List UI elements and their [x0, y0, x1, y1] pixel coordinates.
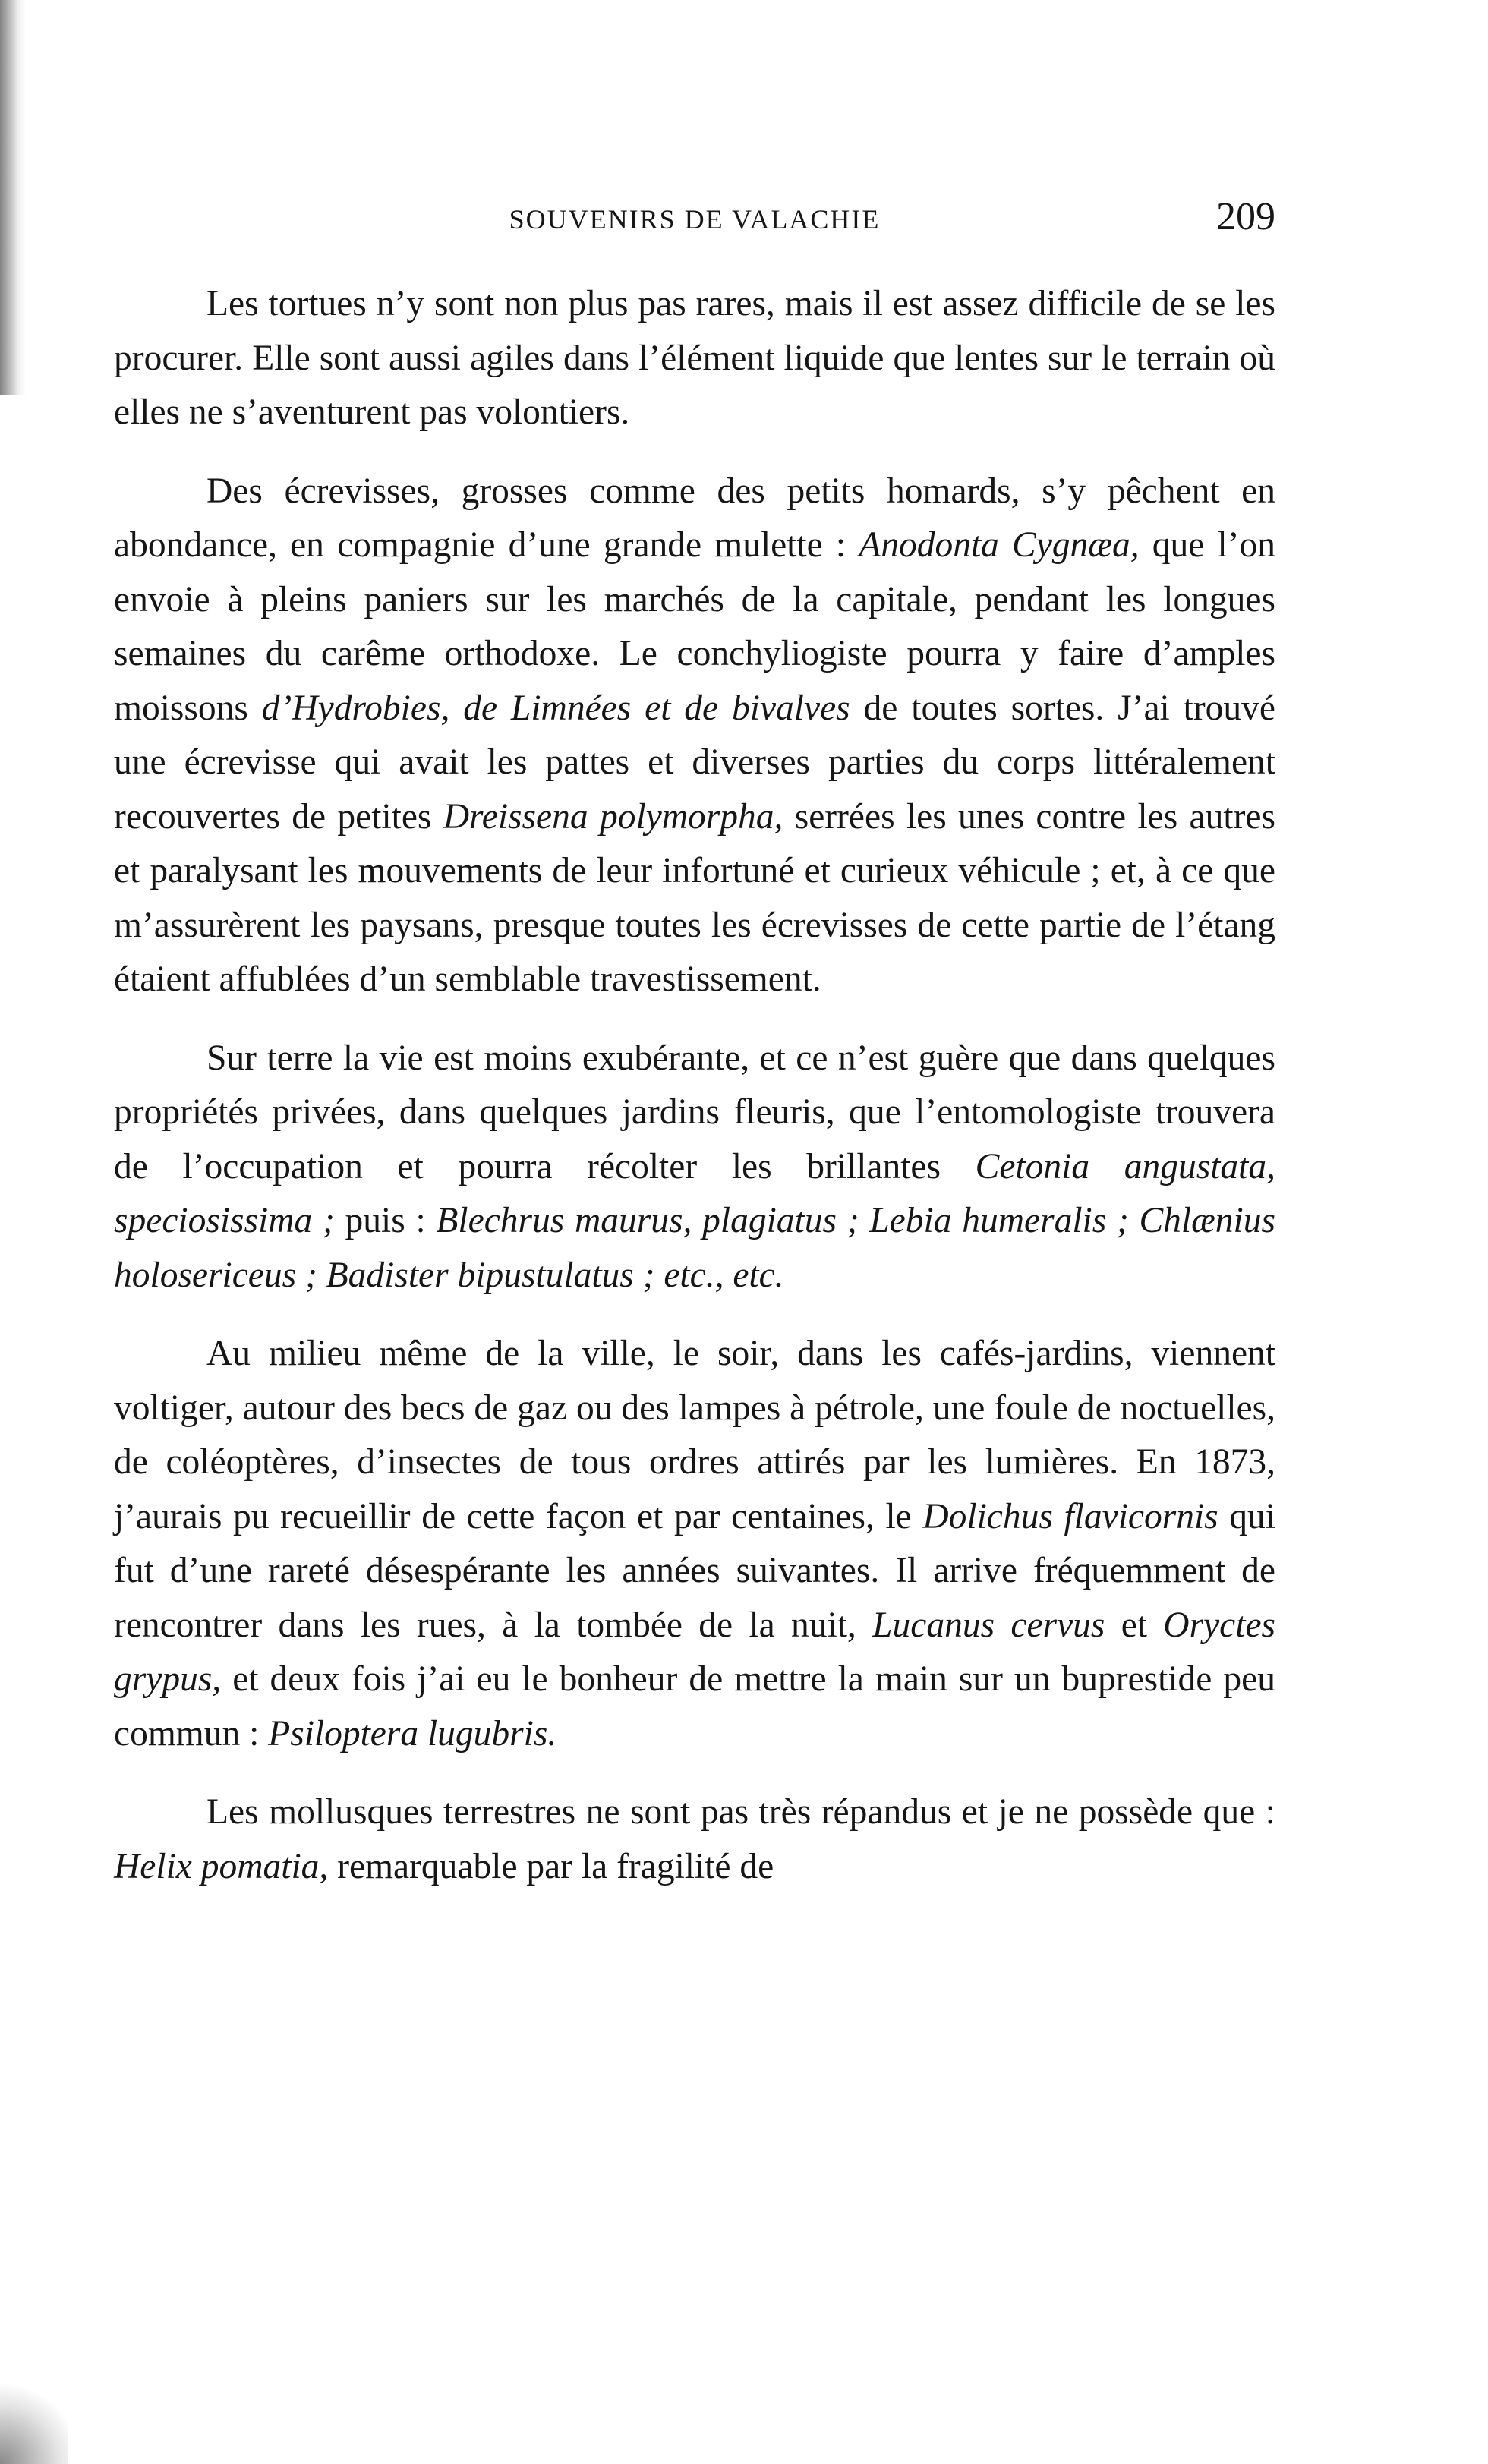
body-text: [114, 277, 1275, 1918]
text-run: remarquable par la fragilité de: [328, 1846, 774, 1886]
text-run: Sur terre la vie est moins exubérante, et ce n’est guère que dans quelques propriétés privées, dans quelques jardins fleuris, que l’entomologiste trouvera de l’occupation et pourra récolter les brillantes: [114, 1038, 1275, 1186]
paragraph-tortues: [114, 277, 1275, 440]
text-run: Les tortues n’y sont non plus pas rares, mais il est assez difficile de se les procurer. Elle sont aussi agiles dans l’élément liquide que lentes sur le terrain où elles ne s’aventurent pas volontiers.: [114, 284, 1275, 432]
page-number: 209: [1216, 195, 1275, 238]
italic-text-run: Dreissena polymorpha,: [443, 796, 783, 837]
scan-edge-shadow-bottom: [0, 2381, 68, 2464]
text-run: qui fut d’une rareté désespérante les années suivantes. Il arrive fréquemment de rencontrer dans les rues, à la tombée de la nuit,: [114, 1496, 1275, 1645]
text-run: puis :: [334, 1201, 437, 1240]
scan-edge-shadow-left: [0, 0, 26, 395]
running-head: [114, 195, 1275, 244]
paragraph-ecrevisses: [114, 465, 1275, 1007]
text-run: Au milieu même de la ville, le soir, dans les cafés-jardins, viennent voltiger, autour des becs de gaz ou des lampes à pétrole, une foule de noctuelles, de coléoptères, d’insectes de tous ordres attirés par les lumières. En 1873, j’aurais pu recueillir de cette façon et par centaines, le: [114, 1334, 1275, 1536]
italic-text-run: Blechrus maurus, plagiatus ; Lebia humeralis ; Chlænius holosericeus ; Badister bipustulatus ; etc., etc.: [114, 1201, 1275, 1295]
italic-text-run: Helix pomatia,: [114, 1846, 329, 1886]
italic-text-run: Anodonta Cygnæa,: [859, 525, 1140, 565]
paragraph-ville: [114, 1327, 1275, 1761]
text-run: de toutes sortes. J’ai trouvé une écrevisse qui avait les pattes et diverses parties du corps littéralement recouvertes de petites: [114, 688, 1275, 837]
paragraph-sur-terre: [114, 1032, 1275, 1303]
text-run: que l’on envoie à pleins paniers sur les marchés de la capitale, pendant les longues semaines du carême orthodoxe. Le conchyliogiste pourra y faire d’amples moissons: [114, 525, 1275, 728]
italic-text-run: Lucanus cervus: [872, 1605, 1105, 1645]
italic-text-run: Dolichus flavicornis: [922, 1496, 1218, 1536]
text-run: et deux fois j’ai eu le bonheur de mettre la main sur un buprestide peu commun :: [114, 1659, 1275, 1753]
text-run: Les mollusques terrestres ne sont pas très répandus et je ne possède que :: [206, 1792, 1275, 1832]
italic-text-run: Psiloptera lugubris.: [268, 1713, 557, 1753]
text-run: Des écrevisses, grosses comme des petits homards, s’y pêchent en abondance, en compagnie d’une grande mulette :: [114, 471, 1275, 565]
italic-text-run: d’Hydrobies, de Limnées et de bivalves: [261, 688, 850, 728]
italic-text-run: Cetonia angustata, speciosissima ;: [114, 1146, 1275, 1240]
text-run: et: [1105, 1605, 1164, 1645]
header-title: SOUVENIRS DE VALACHIE: [509, 204, 881, 235]
text-run: serrées les unes contre les autres et paralysant les mouvements de leur infortuné et curieux véhicule ; et, à ce que m’assurèrent les paysans, presque toutes les écrevisses de cette partie de l’étang étaient affublées d’un semblable travestissement.: [114, 796, 1275, 999]
paragraph-mollusques: [114, 1785, 1275, 1894]
italic-text-run: Oryctes grypus,: [114, 1605, 1276, 1699]
